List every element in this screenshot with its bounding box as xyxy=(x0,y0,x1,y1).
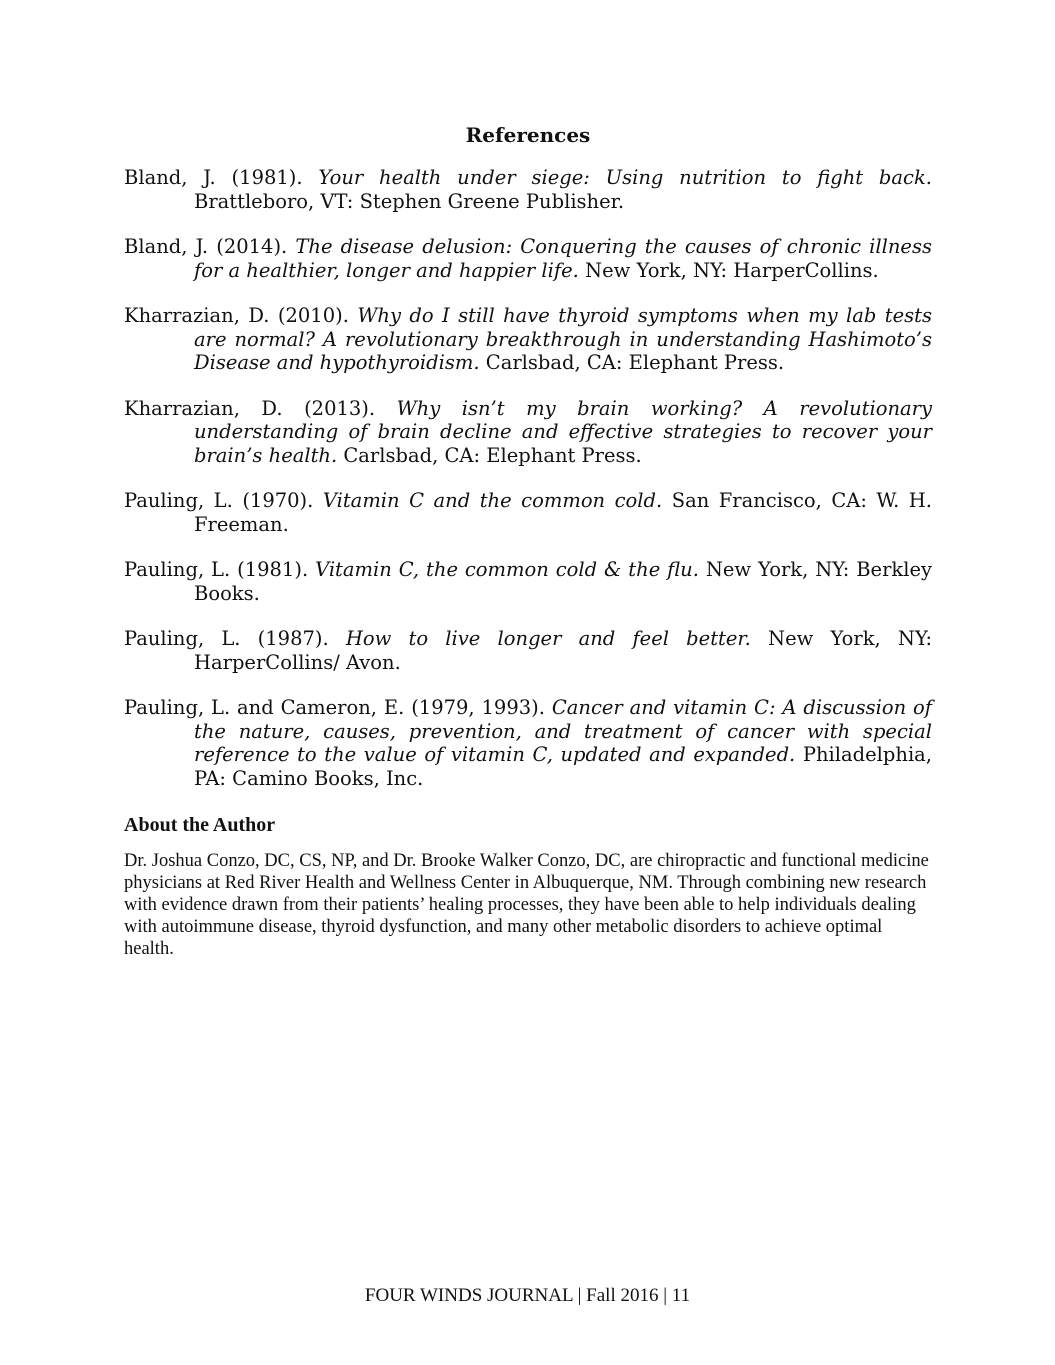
reference-entry xyxy=(124,627,932,674)
about-author-text: Dr. Joshua Conzo, DC, CS, NP, and Dr. Brooke Walker Conzo, DC, are chiropractic and functional medicine physicians at Red River Health and Wellness Center in Albuquerque, NM. Through combining new research with evidence drawn from their patients’ healing processes, they have been able to help individuals dealing with autoimmune disease, thyroid dysfunction, and many other metabolic disorders to achieve optimal health. xyxy=(124,851,929,959)
reference-title: Why do I still have thyroid symptoms when my lab tests are normal? A revolutionary breakthrough in understanding Hashimoto’s Disease and hypothyroidism. xyxy=(194,304,932,374)
reference-publisher: Philadelphia, PA: Camino Books, Inc. xyxy=(194,743,932,790)
reference-author: Pauling, L. and Cameron, E. (1979, 1993). xyxy=(124,696,545,719)
reference-publisher: Carlsbad, CA: Elephant Press. xyxy=(485,351,785,374)
reference-author: Pauling, L. (1981). xyxy=(124,558,309,581)
reference-entry xyxy=(124,489,932,536)
reference-entry xyxy=(124,696,932,790)
reference-entry xyxy=(124,166,932,213)
reference-author: Kharrazian, D. (2010). xyxy=(124,304,349,327)
reference-publisher: New York, NY: Berkley Books. xyxy=(194,558,933,605)
reference-author: Bland, J. (1981). xyxy=(124,166,303,189)
about-author-heading: About the Author xyxy=(124,814,276,836)
page-footer: FOUR WINDS JOURNAL | Fall 2016 | 11 xyxy=(364,1285,691,1306)
reference-author: Pauling, L. (1987). xyxy=(124,627,329,650)
reference-list xyxy=(124,166,932,790)
reference-publisher: New York, NY: HarperCollins. xyxy=(585,258,879,282)
reference-publisher: Carlsbad, CA: Elephant Press. xyxy=(343,443,642,467)
reference-entry xyxy=(124,304,932,375)
reference-author: Kharrazian, D. (2013). xyxy=(124,396,376,420)
reference-title: How to live longer and feel better. xyxy=(345,627,751,650)
reference-title: Cancer and vitamin C: A discussion of the nature, causes, prevention, and treatment of cancer with special reference to the value of vitamin C, updated and expanded. xyxy=(194,696,932,766)
reference-author: Pauling, L. (1970). xyxy=(124,489,314,512)
reference-author: Bland, J. (2014). xyxy=(124,235,288,258)
page-content xyxy=(124,120,932,960)
reference-title: Your health under siege: Using nutrition to fight back. xyxy=(318,166,932,189)
reference-title: Vitamin C and the common cold. xyxy=(322,489,663,512)
references-heading: References xyxy=(465,123,591,147)
reference-publisher: New York, NY: HarperCollins/ Avon. xyxy=(194,627,933,674)
reference-publisher: Brattleboro, VT: Stephen Greene Publisher. xyxy=(194,189,625,213)
reference-entry xyxy=(124,558,932,605)
reference-title: Why isn’t my brain working? A revolutionary understanding of brain decline and effective strategies to recover your brain’s health. xyxy=(194,396,932,467)
reference-title: Vitamin C, the common cold & the flu. xyxy=(315,558,699,581)
reference-entry xyxy=(124,235,932,282)
reference-entry xyxy=(124,397,932,468)
reference-title: The disease delusion: Conquering the causes of chronic illness for a healthier, longer and happier life. xyxy=(194,235,932,282)
reference-publisher: San Francisco, CA: W. H. Freeman. xyxy=(194,489,932,536)
